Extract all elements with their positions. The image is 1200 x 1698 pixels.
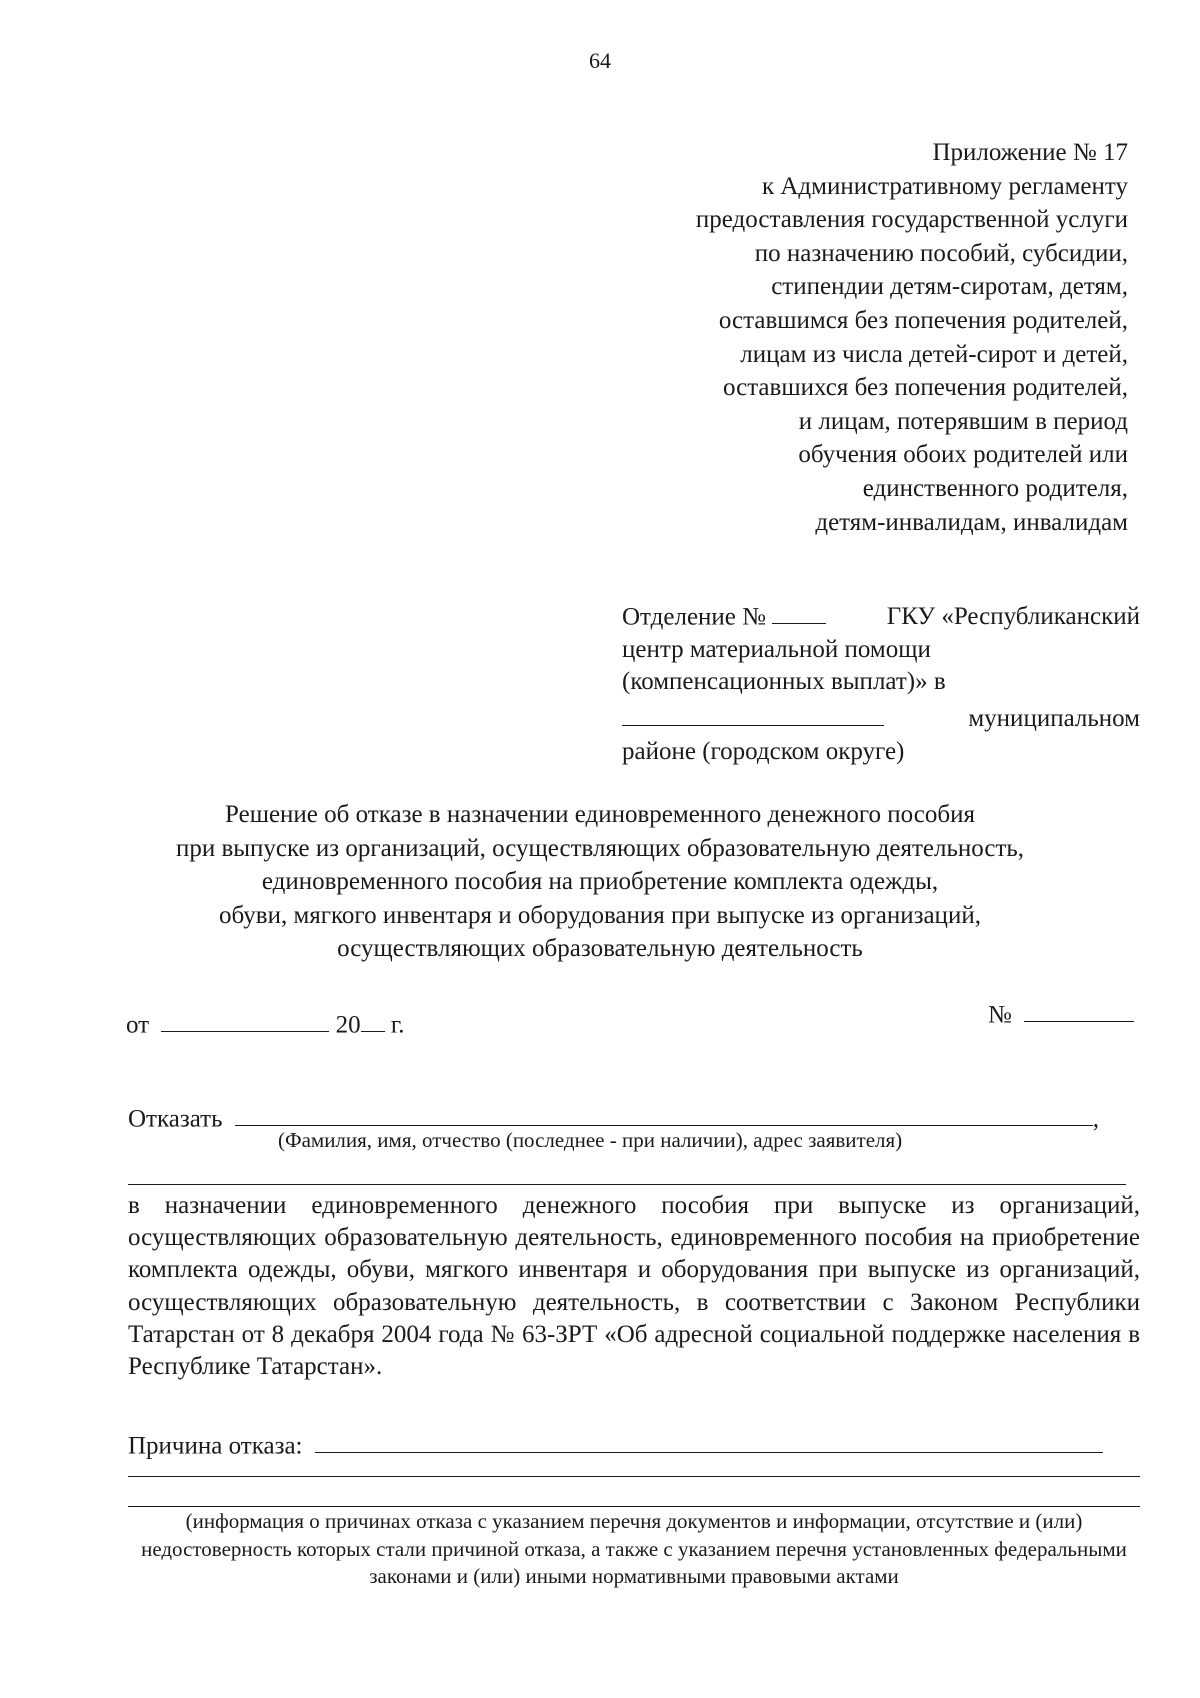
appendix-line: к Административному регламенту: [761, 172, 1128, 200]
appendix-line: лицам из числа детей-сирот и детей,: [740, 340, 1128, 368]
refuse-label: Отказать: [128, 1105, 223, 1133]
date-blank[interactable]: [161, 1005, 329, 1032]
appendix-header: [696, 136, 1128, 539]
municipal-label: муниципальном: [968, 705, 1140, 732]
appendix-line: детям-инвалидам, инвалидам: [815, 508, 1128, 536]
department-label: Отделение №: [622, 603, 766, 631]
appendix-line: обучения обоих родителей или: [798, 441, 1128, 469]
appendix-line: и лицам, потерявшим в период: [798, 407, 1128, 435]
reason-hint: (информация о причинах отказа с указанием перечня документов и информации, отсутствие и (или) недостоверность которых стали причиной отказа, а также с указанием перечня установленных федеральными законами и (или) иными нормативными правовыми актами: [141, 1509, 1127, 1588]
addressee-line-5: районе (городском округе): [622, 737, 905, 765]
addressee-block: [622, 597, 1140, 768]
title-line: осуществляющих образовательную деятельность: [337, 935, 863, 963]
municipality-blank[interactable]: [622, 699, 884, 726]
applicant-continuation-blank[interactable]: [128, 1184, 1126, 1185]
number-blank[interactable]: [1024, 995, 1134, 1022]
appendix-line: предоставления государственной услуги: [695, 206, 1128, 234]
title-line: при выпуске из организаций, осуществляющих образовательную деятельность,: [175, 834, 1025, 862]
appendix-line: оставшихся без попечения родителей,: [722, 374, 1128, 402]
addressee-line-1: [622, 597, 1140, 634]
reason-line: [128, 1426, 1128, 1460]
applicant-blank[interactable]: [235, 1099, 1093, 1126]
date-line: [126, 1005, 405, 1039]
addressee-line-3: (компенсационных выплат)» в: [622, 668, 946, 696]
year-suffix: г.: [390, 1011, 405, 1039]
reason-blank[interactable]: [315, 1426, 1103, 1453]
decision-title: [100, 798, 1100, 966]
appendix-line: оставшимся без попечения родителей,: [718, 306, 1128, 334]
refuse-comma: ,: [1092, 1105, 1099, 1133]
title-line: обуви, мягкого инвентаря и оборудования при выпуске из организаций,: [219, 901, 981, 929]
addressee-line-4: [622, 699, 1140, 736]
appendix-line: по назначению пособий, субсидии,: [754, 239, 1128, 267]
institution-name: ГКУ «Республиканский: [886, 603, 1140, 631]
reason-continuation-blank-2[interactable]: [128, 1506, 1140, 1507]
addressee-line-2: центр материальной помощи: [622, 635, 931, 663]
date-from-label: от: [126, 1011, 150, 1039]
reason-label: Причина отказа:: [128, 1432, 303, 1460]
year-blank[interactable]: [361, 1005, 385, 1032]
decision-body-text: в назначении единовременного денежного пособия при выпуске из организаций, осуществляющих образовательную деятельность, единовременного пособия на приобретение комплекта одежды, обуви, мягкого инвентаря и оборудования при выпуске из организаций, осуществляющих образовательную деятельность, в соответствии с Законом Республики Татарстан от 8 декабря 2004 года № 63-ЗРТ «Об адресной социальной поддержке населения в Республике Татарстан».: [128, 1192, 1140, 1381]
reason-continuation-blank-1[interactable]: [128, 1476, 1140, 1477]
number-label: №: [988, 1001, 1012, 1029]
title-line: Решение об отказе в назначении единовременного денежного пособия: [225, 801, 975, 828]
year-prefix: 20: [335, 1011, 361, 1039]
title-line: единовременного пособия на приобретение комплекта одежды,: [261, 868, 939, 896]
number-line: [988, 995, 1134, 1029]
applicant-hint: (Фамилия, имя, отчество (последнее - при наличии), адрес заявителя): [278, 1128, 903, 1152]
page-number: 64: [589, 48, 611, 73]
appendix-line: единственного родителя,: [862, 474, 1128, 502]
appendix-line: стипендии детям-сиротам, детям,: [771, 273, 1128, 301]
department-number-blank[interactable]: [772, 597, 826, 624]
appendix-line: Приложение № 17: [932, 139, 1128, 166]
